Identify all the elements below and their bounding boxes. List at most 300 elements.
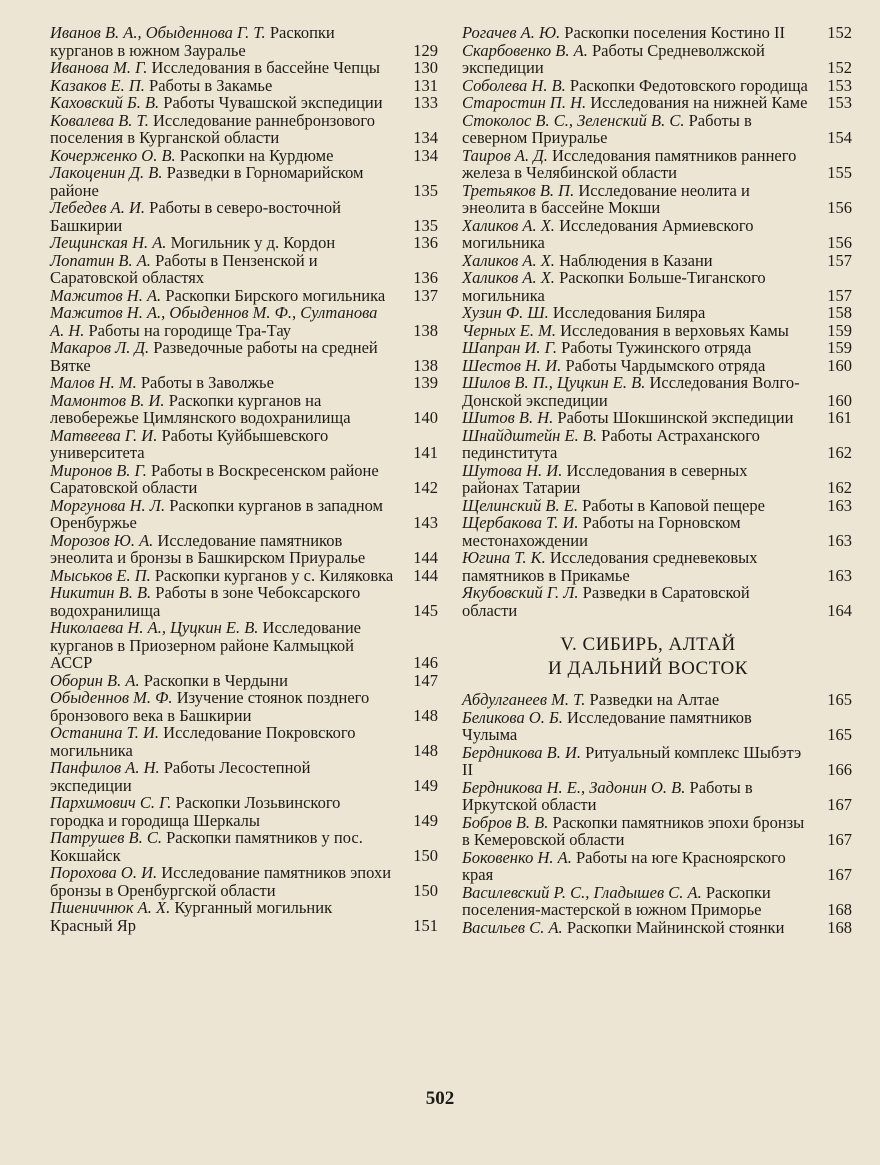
entry-title: Курганный могильник Красный Яр [50,898,333,935]
entry-title: Разведки в Саратовской области [462,583,750,620]
entry-author: Миронов В. Г. [50,460,147,480]
entry-author: Мамонтов В. И. [50,390,165,410]
entry-page-number: 143 [413,513,438,532]
entry-page-number: 166 [827,760,852,779]
entry-author: Лебедев А. И. [50,198,146,217]
entry-author: Таиров А. Д. [462,145,548,165]
entry-text [462,409,808,427]
entry-author: Оборин В. А. [50,670,140,690]
toc-entry [50,287,440,305]
toc-entry [462,709,854,744]
entry-author: Мыськов Е. П. [50,565,151,585]
entry-text [50,759,394,794]
entry-title: Исследование курганов в Приозерном районе Калмыцкой АССР [50,618,361,672]
entry-page-number: 153 [827,75,852,95]
entry-text [462,584,808,619]
entry-page-number: 156 [827,198,852,217]
toc-entry [462,42,854,77]
entry-page-number: 133 [413,93,438,112]
entry-page-number: 152 [827,58,852,77]
entry-title: Исследования средневековых памятников в Прикамье [462,548,758,585]
entry-author: Шитов В. Н. [462,408,554,427]
entry-author: Василевский Р. С., Гладышев С. А. [462,882,702,902]
entry-author: Черных Е. М. [462,320,556,340]
entry-text [462,427,808,462]
entry-page-number: 149 [413,810,438,830]
entry-text [50,689,394,724]
entry-page-number: 159 [827,320,852,340]
entry-author: Моргунова Н. Л. [50,495,166,515]
entry-text [50,497,394,532]
entry-text [50,427,394,462]
entry-author: Халиков А. Х. [462,250,555,270]
entry-page-number: 163 [827,530,852,550]
entry-page-number: 136 [413,268,438,287]
section-title-line2: И ДАЛЬНИЙ ВОСТОК [548,658,748,679]
entry-author: Бердникова Н. Е., Задонин О. В. [462,777,686,797]
entry-author: Боковенко Н. А. [462,847,572,867]
toc-entry [50,374,440,392]
toc-entry [50,339,440,374]
toc-entry [50,147,440,165]
entry-author: Бобров В. В. [462,812,549,832]
entry-page-number: 153 [827,93,852,112]
entry-text [462,691,808,709]
toc-entry [462,322,854,340]
entry-page-number: 135 [413,180,438,200]
entry-author: Шестов Н. И. [462,355,562,375]
entry-title: Ритуальный комплекс Шыбэтэ II [462,742,802,779]
toc-entry [462,849,854,884]
toc-entry [50,794,440,829]
toc-entry [50,619,440,672]
entry-author: Югина Т. К. [462,548,546,567]
entry-text [462,919,808,937]
entry-page-number: 156 [827,233,852,252]
entry-page-number: 135 [413,215,438,235]
entry-text [462,779,808,814]
entry-author: Халиков А. Х. [462,215,555,235]
toc-entry [50,112,440,147]
entry-title: Работы в северном Приуралье [462,110,752,147]
entry-title: Исследования в верховьях Камы [560,320,789,340]
entry-title: Исследования памятников раннего железа в Челябинской области [462,145,797,182]
entry-page-number: 142 [413,478,438,497]
entry-title: Исследование памятников Чулыма [462,707,752,744]
entry-title: Раскопки памятников эпохи бронзы в Кемеровской области [462,812,805,849]
entry-title: Раскопки курганов у с. Киляковка [154,565,394,585]
entry-title: Разведки на Алтае [589,690,720,709]
toc-entry [50,427,440,462]
toc-entry [50,94,440,112]
entry-page-number: 167 [827,830,852,849]
entry-page-number: 167 [827,865,852,884]
entry-title: Раскопки поселения Костино II [564,23,786,42]
section-entries [462,691,854,936]
toc-entry [462,462,854,497]
entry-page-number: 152 [827,23,852,42]
toc-entry [462,112,854,147]
entry-title: Работы в Иркутской области [462,777,753,814]
entry-text [50,794,394,829]
entry-text [50,829,394,864]
toc-entry [50,672,440,690]
toc-entry [462,147,854,182]
entry-author: Макаров Л. Д. [50,338,150,357]
entry-text [462,112,808,147]
entry-author: Стоколос В. С., Зеленский В. С. [462,110,685,130]
toc-entry [462,744,854,779]
entry-author: Якубовский Г. Л. [462,583,579,602]
entry-title: Исследование памятников энеолита и бронзы в Башкирском Приуралье [50,530,366,567]
entry-title: Раскопки Бирского могильника [165,285,386,305]
entry-page-number: 144 [413,548,438,567]
entry-page-number: 160 [827,355,852,375]
entry-page-number: 138 [413,355,438,375]
entry-text [462,744,808,779]
toc-entry [50,567,440,585]
entry-text [462,304,808,322]
entry-title: Работы в северо-восточной Башкирии [50,198,341,235]
entry-text [462,339,808,357]
entry-text [50,899,394,934]
entry-author: Ковалева В. Т. [50,110,149,130]
entry-page-number: 138 [413,320,438,340]
entry-author: Халиков А. Х. [462,268,555,287]
toc-entry [462,779,854,814]
toc-entry [462,304,854,322]
entry-page-number: 151 [413,915,438,935]
entry-author: Шутова Н. И. [462,460,563,480]
entry-title: Исследование неолита и энеолита в бассейне Мокши [462,180,750,217]
entry-author: Лопатин В. А. [50,250,151,270]
entry-page-number: 157 [827,250,852,270]
entry-text [462,77,808,95]
entry-text [462,24,808,42]
entry-author: Мажитов Н. А., Обыденнов М. Ф., Султанова А. Н. [50,303,378,340]
entry-author: Лещинская Н. А. [50,233,167,252]
entry-author: Пархимович С. Г. [50,793,172,812]
entry-text [50,252,394,287]
toc-entry [462,884,854,919]
entry-title: Изучение стоянок позднего бронзового века в Башкирии [50,688,370,725]
entry-page-number: 168 [827,917,852,937]
entry-author: Морозов Ю. А. [50,530,154,550]
entry-title: Раскопки Больше-Тиганского могильника [462,268,766,305]
entry-title: Раскопки курганов в западном Оренбуржье [50,495,383,532]
entry-author: Соболева Н. В. [462,75,566,95]
right-column-entries [462,24,854,619]
toc-entry [462,514,854,549]
entry-author: Шапран И. Г. [462,338,557,357]
entry-title: Работы Тужинского отряда [561,338,752,357]
toc-entry [462,339,854,357]
entry-title: Исследование Покровского могильника [50,723,356,760]
entry-page-number: 161 [827,408,852,427]
entry-author: Рогачев А. Ю. [462,23,561,42]
entry-text [462,497,808,515]
entry-text [462,252,808,270]
entry-title: Работы Лесостепной экспедиции [50,758,311,795]
entry-page-number: 162 [827,478,852,497]
entry-page-number: 131 [413,75,438,95]
entry-author: Пшеничнюк А. Х. [50,898,171,917]
entry-text [50,94,394,112]
entry-author: Кочерженко О. В. [50,145,176,165]
entry-author: Щелинский В. Е. [462,495,578,515]
entry-text [50,864,394,899]
entry-title: Раскопки курганов на левобережье Цимлянского водохранилища [50,390,351,427]
toc-entry [462,182,854,217]
entry-title: Исследования Армиевского могильника [462,215,754,252]
entry-page-number: 148 [413,740,438,760]
entry-author: Никитин В. В. [50,583,152,602]
entry-title: Работы на юге Красноярского края [462,847,786,884]
entry-author: Панфилов А. Н. [50,758,160,777]
right-column [462,24,854,936]
entry-title: Работы Куйбышевского университета [50,425,329,462]
entry-text [50,462,394,497]
entry-title: Исследование раннебронзового поселения в Курганской области [50,110,375,147]
entry-text [462,182,808,217]
entry-text [50,234,394,252]
entry-text [462,147,808,182]
entry-author: Патрушев В. С. [50,828,162,847]
toc-entry [462,24,854,42]
entry-title: Раскопки курганов в южном Зауралье [50,23,335,60]
entry-text [462,357,808,375]
toc-entry [50,164,440,199]
entry-title: Работы Астраханского пединститута [462,425,760,462]
toc-entry [50,392,440,427]
toc-entry [462,357,854,375]
page-number: 502 [425,1088,455,1109]
entry-author: Васильев С. А. [462,917,563,937]
entry-title: Работы в зоне Чебоксарского водохранилища [50,583,361,620]
entry-title: Наблюдения в Казани [559,250,713,270]
entry-text [462,709,808,744]
entry-page-number: 168 [827,900,852,919]
entry-text [462,549,808,584]
entry-page-number: 141 [413,443,438,462]
entry-author: Мажитов Н. А. [50,285,162,305]
entry-title: Работы в Воскресенском районе Саратовской области [50,460,379,497]
entry-author: Хузин Ф. Ш. [462,303,549,322]
entry-text [50,24,394,59]
entry-title: Раскопки на Курдюме [179,145,334,165]
entry-page-number: 147 [413,670,438,690]
toc-entry [462,584,854,619]
entry-title: Работы на Горновском местонахождении [462,513,741,550]
entry-title: Работы Шокшинской экспедиции [557,408,794,427]
entry-page-number: 165 [827,725,852,744]
entry-text [50,584,394,619]
entry-author: Николаева Н. А., Цуцкин Е. В. [50,618,259,637]
toc-entry [50,77,440,95]
entry-page-number: 163 [827,565,852,585]
entry-text [50,374,394,392]
entry-author: Казаков Е. П. [50,75,145,95]
entry-text [50,164,394,199]
entry-page-number: 154 [827,128,852,147]
toc-entry [50,497,440,532]
toc-entry [50,234,440,252]
toc-entry [462,409,854,427]
entry-text [50,147,394,165]
entry-text [462,884,808,919]
entry-text [50,199,394,234]
entry-title: Работы в Закамье [149,75,273,95]
toc-entry [50,584,440,619]
entry-author: Иванова М. Г. [50,58,148,77]
entry-text [462,42,808,77]
entry-text [462,322,808,340]
toc-entry [50,899,440,934]
entry-title: Исследования в бассейне Чепцы [151,58,380,77]
entry-page-number: 160 [827,390,852,410]
entry-title: Раскопки Лозьвинского городка и городища Шеркалы [50,793,341,830]
toc-entry [50,59,440,77]
entry-page-number: 158 [827,303,852,322]
entry-page-number: 134 [413,145,438,165]
entry-page-number: 167 [827,795,852,814]
toc-entry [50,252,440,287]
entry-page-number: 137 [413,285,438,305]
toc-entry [462,94,854,112]
entry-author: Останина Т. И. [50,723,160,742]
entry-page-number: 165 [827,690,852,709]
entry-text [50,672,394,690]
entry-title: Разведки в Горномарийском районе [50,163,364,200]
entry-author: Матвеева Г. И. [50,425,158,445]
entry-author: Беликова О. Б. [462,707,563,727]
left-column [50,24,440,934]
toc-entry [462,427,854,462]
entry-text [50,724,394,759]
entry-text [50,619,394,672]
entry-text [462,814,808,849]
entry-author: Третьяков В. П. [462,180,575,200]
toc-entry [50,462,440,497]
toc-entry [462,77,854,95]
entry-page-number: 146 [413,653,438,672]
entry-author: Абдулганеев М. Т. [462,690,586,709]
toc-entry [462,217,854,252]
entry-text [50,77,394,95]
entry-title: Раскопки поселения-мастерской в южном Приморье [462,882,771,919]
entry-page-number: 129 [413,40,438,60]
entry-page-number: 139 [413,373,438,392]
entry-page-number: 164 [827,600,852,620]
entry-text [462,849,808,884]
entry-title: Исследования в северных районах Татарии [462,460,748,497]
entry-author: Старостин П. Н. [462,93,587,112]
entry-page-number: 130 [413,58,438,77]
entry-page-number: 162 [827,443,852,462]
toc-entry [50,864,440,899]
entry-title: Работы Средневолжской экспедиции [462,40,765,77]
entry-page-number: 144 [413,565,438,585]
entry-title: Работы в Заволжье [140,373,274,392]
toc-entry [462,919,854,937]
entry-page-number: 157 [827,285,852,305]
entry-title: Работы на городище Тра-Тау [88,320,292,340]
entry-title: Исследования Биляра [552,303,706,322]
entry-title: Раскопки в Чердыни [143,670,288,690]
entry-page-number: 155 [827,163,852,182]
entry-text [50,304,394,339]
entry-text [462,94,808,112]
toc-entry [462,497,854,515]
toc-entry [462,549,854,584]
entry-text [462,462,808,497]
entry-text [462,374,808,409]
toc-entry [462,252,854,270]
toc-entry [462,691,854,709]
section-heading [462,633,854,681]
toc-entry [462,269,854,304]
toc-entry [50,829,440,864]
entry-author: Бердникова В. И. [462,742,582,762]
entry-text [50,339,394,374]
entry-page-number: 149 [413,775,438,795]
entry-text [50,567,394,585]
entry-author: Обыденнов М. Ф. [50,688,173,707]
entry-author: Щербакова Т. И. [462,513,579,532]
toc-entry [50,24,440,59]
entry-text [50,112,394,147]
toc-entry [462,374,854,409]
entry-author: Иванов В. А., Обыденнова Г. Т. [50,23,266,42]
toc-entry [50,689,440,724]
entry-title: Работы в Каповой пещере [582,495,765,515]
entry-author: Шилов В. П., Цуцкин Е. В. [462,373,646,392]
entry-title: Работы Чувашской экспедиции [163,93,383,112]
entry-page-number: 136 [413,233,438,252]
entry-title: Разведочные работы на средней Вятке [50,338,378,375]
entry-author: Шнайдштейн Е. В. [462,425,598,445]
toc-entry [50,724,440,759]
entry-text [50,532,394,567]
toc-entry [50,199,440,234]
toc-entry [50,532,440,567]
entry-title: Исследования на нижней Каме [590,93,808,112]
entry-title: Исследование памятников эпохи бронзы в Оренбургской области [50,863,392,900]
entry-page-number: 148 [413,705,438,725]
entry-text [50,59,394,77]
entry-author: Каховский Б. В. [50,93,160,112]
entry-title: Могильник у д. Кордон [170,233,336,252]
entry-page-number: 150 [413,845,438,865]
entry-author: Малов Н. М. [50,373,137,392]
entry-page-number: 145 [413,600,438,620]
entry-title: Исследования Волго-Донской экспедиции [462,373,800,410]
entry-author: Скарбовенко В. А. [462,40,588,60]
entry-page-number: 140 [413,408,438,427]
entry-page-number: 150 [413,880,438,900]
entry-title: Работы Чардымского отряда [565,355,766,375]
toc-entry [50,304,440,339]
entry-page-number: 163 [827,495,852,515]
entry-text [462,269,808,304]
entry-text [462,514,808,549]
toc-entry [462,814,854,849]
entry-text [50,287,394,305]
entry-text [50,392,394,427]
section-title-line1: V. СИБИРЬ, АЛТАЙ [560,634,736,655]
entry-title: Раскопки Федотовского городища [569,75,808,95]
entry-title: Раскопки Майнинской стоянки [566,917,785,937]
